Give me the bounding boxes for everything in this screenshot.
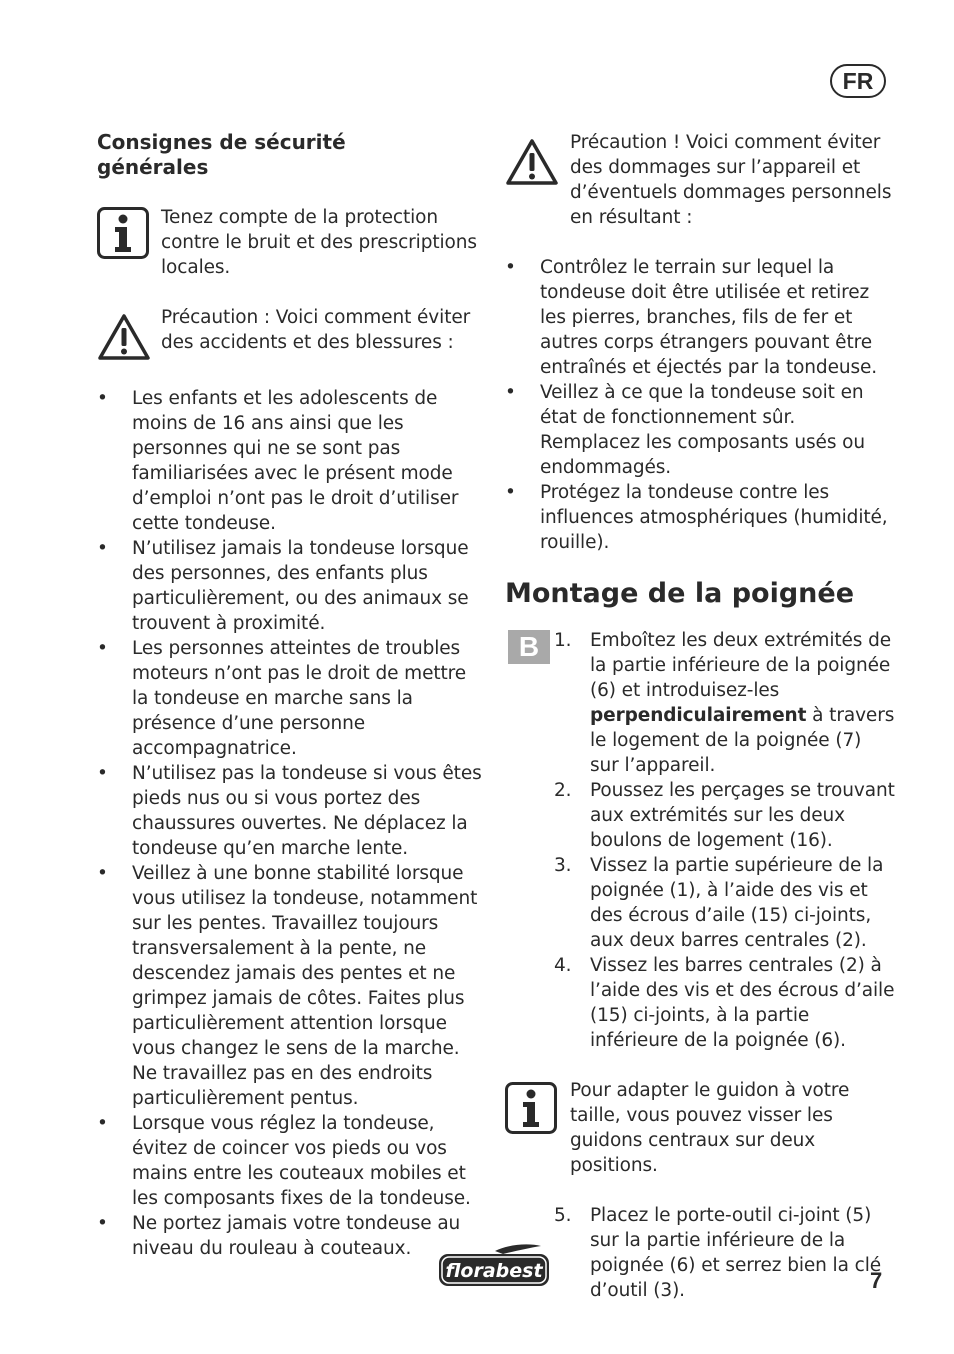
step-text: Poussez les perçages se trouvant aux extrémités sur les deux boulons de logement (16). (590, 780, 895, 851)
step-text: Emboîtez les deux extrémités de la partie inférieure de la poignée (6) et introduisez-les perpendiculairement à travers le logement de la poignée (7) sur l’appareil. (590, 630, 895, 776)
assembly-steps (505, 628, 895, 1053)
list-item: • Contrôlez le terrain sur lequel la tondeuse doit être utilisée et retirez les pierres, branches, fils de fer et autres corps étrangers pouvant être entraînés et éjectés par la tondeuse. (505, 255, 895, 380)
info-note (505, 1078, 895, 1178)
page-number: 7 (870, 1268, 883, 1293)
right-column (505, 130, 895, 1303)
step-item (505, 628, 895, 778)
step-number: 3. (554, 855, 572, 876)
florabest-logo (437, 1242, 551, 1290)
step-item (505, 953, 895, 1053)
info-note-text: Tenez compte de la protection contre le bruit et des prescriptions locales. (161, 207, 477, 278)
warning-note (505, 130, 895, 230)
warning-icon (97, 313, 151, 361)
section-heading-handle: Montage de la poignée (505, 578, 855, 609)
list-item: • Protégez la tondeuse contre les influences atmosphériques (humidité, rouille). (505, 480, 895, 555)
figure-badge: B (508, 630, 550, 664)
step-item (505, 853, 895, 953)
assembly-steps-continued (505, 1203, 895, 1303)
step-number: 5. (554, 1205, 572, 1226)
step-text: Vissez la partie supérieure de la poignée (1), à l’aide des vis et des écrous d’aile (15) ci-joints, aux deux barres centrales (2). (590, 855, 884, 951)
step-item (505, 1203, 895, 1303)
list-item: • Veillez à ce que la tondeuse soit en état de fonctionnement sûr. Remplacez les composants usés ou endommagés. (505, 380, 895, 480)
list-item: • N’utilisez jamais la tondeuse lorsque des personnes, des enfants plus particulièrement, ou des animaux se trouvent à proximité. (97, 536, 487, 636)
emphasis: perpendiculairement (590, 705, 807, 726)
list-item: • Ne portez jamais votre tondeuse au niveau du rouleau à couteaux. (97, 1211, 487, 1261)
info-icon (505, 1082, 557, 1134)
info-note-text: Pour adapter le guidon à votre taille, vous pouvez visser les guidons centraux sur deux positions. (570, 1080, 850, 1176)
warning-note-text: Précaution : Voici comment éviter des accidents et des blessures : (161, 307, 471, 353)
list-item: • Lorsque vous réglez la tondeuse, évitez de coincer vos pieds ou vos mains entre les couteaux mobiles et les composants fixes de la tondeuse. (97, 1111, 487, 1211)
logo-text: florabest (445, 1260, 543, 1282)
step-item (505, 778, 895, 853)
step-number: 2. (554, 780, 572, 801)
step-text: Placez le porte-outil ci-joint (5) sur la partie inférieure de la poignée (6) et serrez bien la clé d’outil (3). (590, 1205, 882, 1301)
step-number: 1. (554, 630, 572, 651)
list-item: • Veillez à une bonne stabilité lorsque vous utilisez la tondeuse, notamment sur les pentes. Travaillez toujours transversalement à la pente, ne descendez jamais des pentes et ne grimpez jamais de côtes. Faites plus particulièrement attention lorsque vous changez le sens de la marche. Ne travaillez pas en des endroits particulièrement pentus. (97, 861, 487, 1111)
damage-bullet-list (505, 255, 895, 555)
steps-block (505, 628, 895, 1053)
warning-note (97, 305, 487, 361)
list-item: • N’utilisez pas la tondeuse si vous êtes pieds nus ou si vous portez des chaussures ouvertes. Ne déplacez la tondeuse qu’en marche lente. (97, 761, 487, 861)
warning-icon (505, 138, 559, 186)
left-column (97, 130, 487, 1261)
step-text: Vissez les barres centrales (2) à l’aide des vis et des écrous d’aile (15) ci-joints, à la partie inférieure de la poignée (6). (590, 955, 895, 1051)
info-icon (97, 207, 149, 259)
safety-bullet-list (97, 386, 487, 1261)
language-badge: FR (830, 64, 886, 98)
step-number: 4. (554, 955, 572, 976)
warning-note-text: Précaution ! Voici comment éviter des dommages sur l’appareil et d’éventuels dommages personnels en résultant : (570, 132, 892, 228)
info-note (97, 205, 487, 280)
list-item: • Les personnes atteintes de troubles moteurs n’ont pas le droit de mettre la tondeuse en marche sans la présence d’une personne accompagnatrice. (97, 636, 487, 761)
list-item: • Les enfants et les adolescents de moins de 16 ans ainsi que les personnes qui ne se sont pas familiarisées avec le présent mode d’emploi n’ont pas le droit d’utiliser cette tondeuse. (97, 386, 487, 536)
section-heading-safety: Consignes de sécurité générales (97, 130, 346, 179)
